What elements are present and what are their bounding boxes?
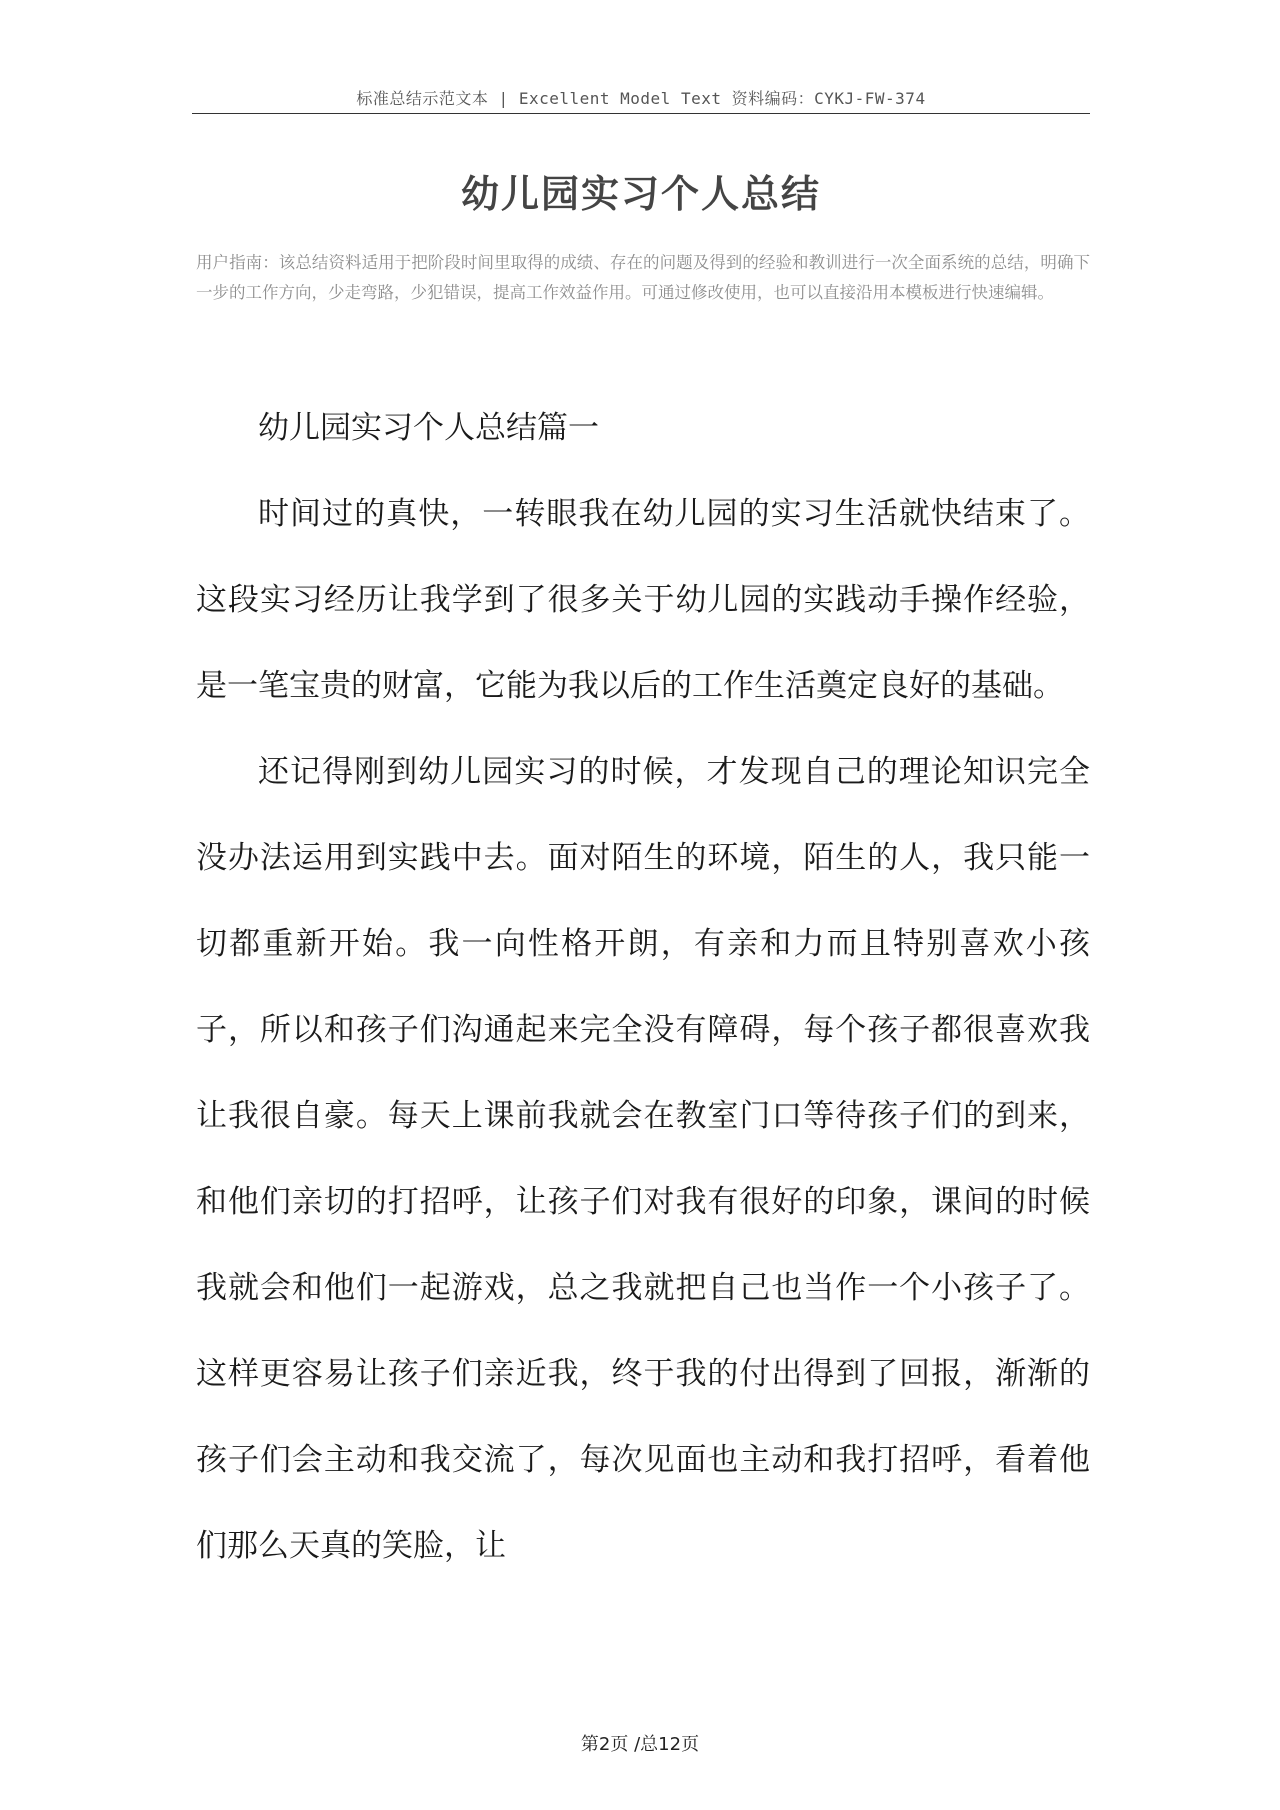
page-number: 第2页 /总12页: [580, 1734, 700, 1755]
section-title: 幼儿园实习个人总结篇一: [258, 410, 599, 446]
document-body: [196, 385, 1090, 1589]
document-title: 幼儿园实习个人总结: [460, 172, 821, 216]
user-guide-text: 用户指南：该总结资料适用于把阶段时间里取得的成绩、存在的问题及得到的经验和教训进行一次全面系统的总结，明确下一步的工作方向，少走弯路，少犯错误，提高工作效益作用。可通过修改使用，也可以直接沿用本模板进行快速编辑。: [196, 253, 1090, 302]
body-paragraph: 还记得刚到幼儿园实习的时候，才发现自己的理论知识完全没办法运用到实践中去。面对陌生的环境，陌生的人，我只能一切都重新开始。我一向性格开朗，有亲和力而且特别喜欢小孩子，所以和孩子们沟通起来完全没有障碍，每个孩子都很喜欢我让我很自豪。每天上课前我就会在教室门口等待孩子们的到来，和他们亲切的打招呼，让孩子们对我有很好的印象，课间的时候我就会和他们一起游戏，总之我就把自己也当作一个小孩子了。这样更容易让孩子们亲近我，终于我的付出得到了回报，渐渐的孩子们会主动和我交流了，每次见面也主动和我打招呼，看着他们那么天真的笑脸，让: [196, 754, 1090, 1564]
header-divider: [192, 113, 1090, 114]
page-header: 标准总结示范文本 | Excellent Model Text 资料编码：CYKJ-FW-374: [356, 89, 926, 108]
body-paragraph: 时间过的真快，一转眼我在幼儿园的实习生活就快结束了。这段实习经历让我学到了很多关于幼儿园的实践动手操作经验，是一笔宝贵的财富，它能为我以后的工作生活奠定良好的基础。: [196, 496, 1090, 704]
